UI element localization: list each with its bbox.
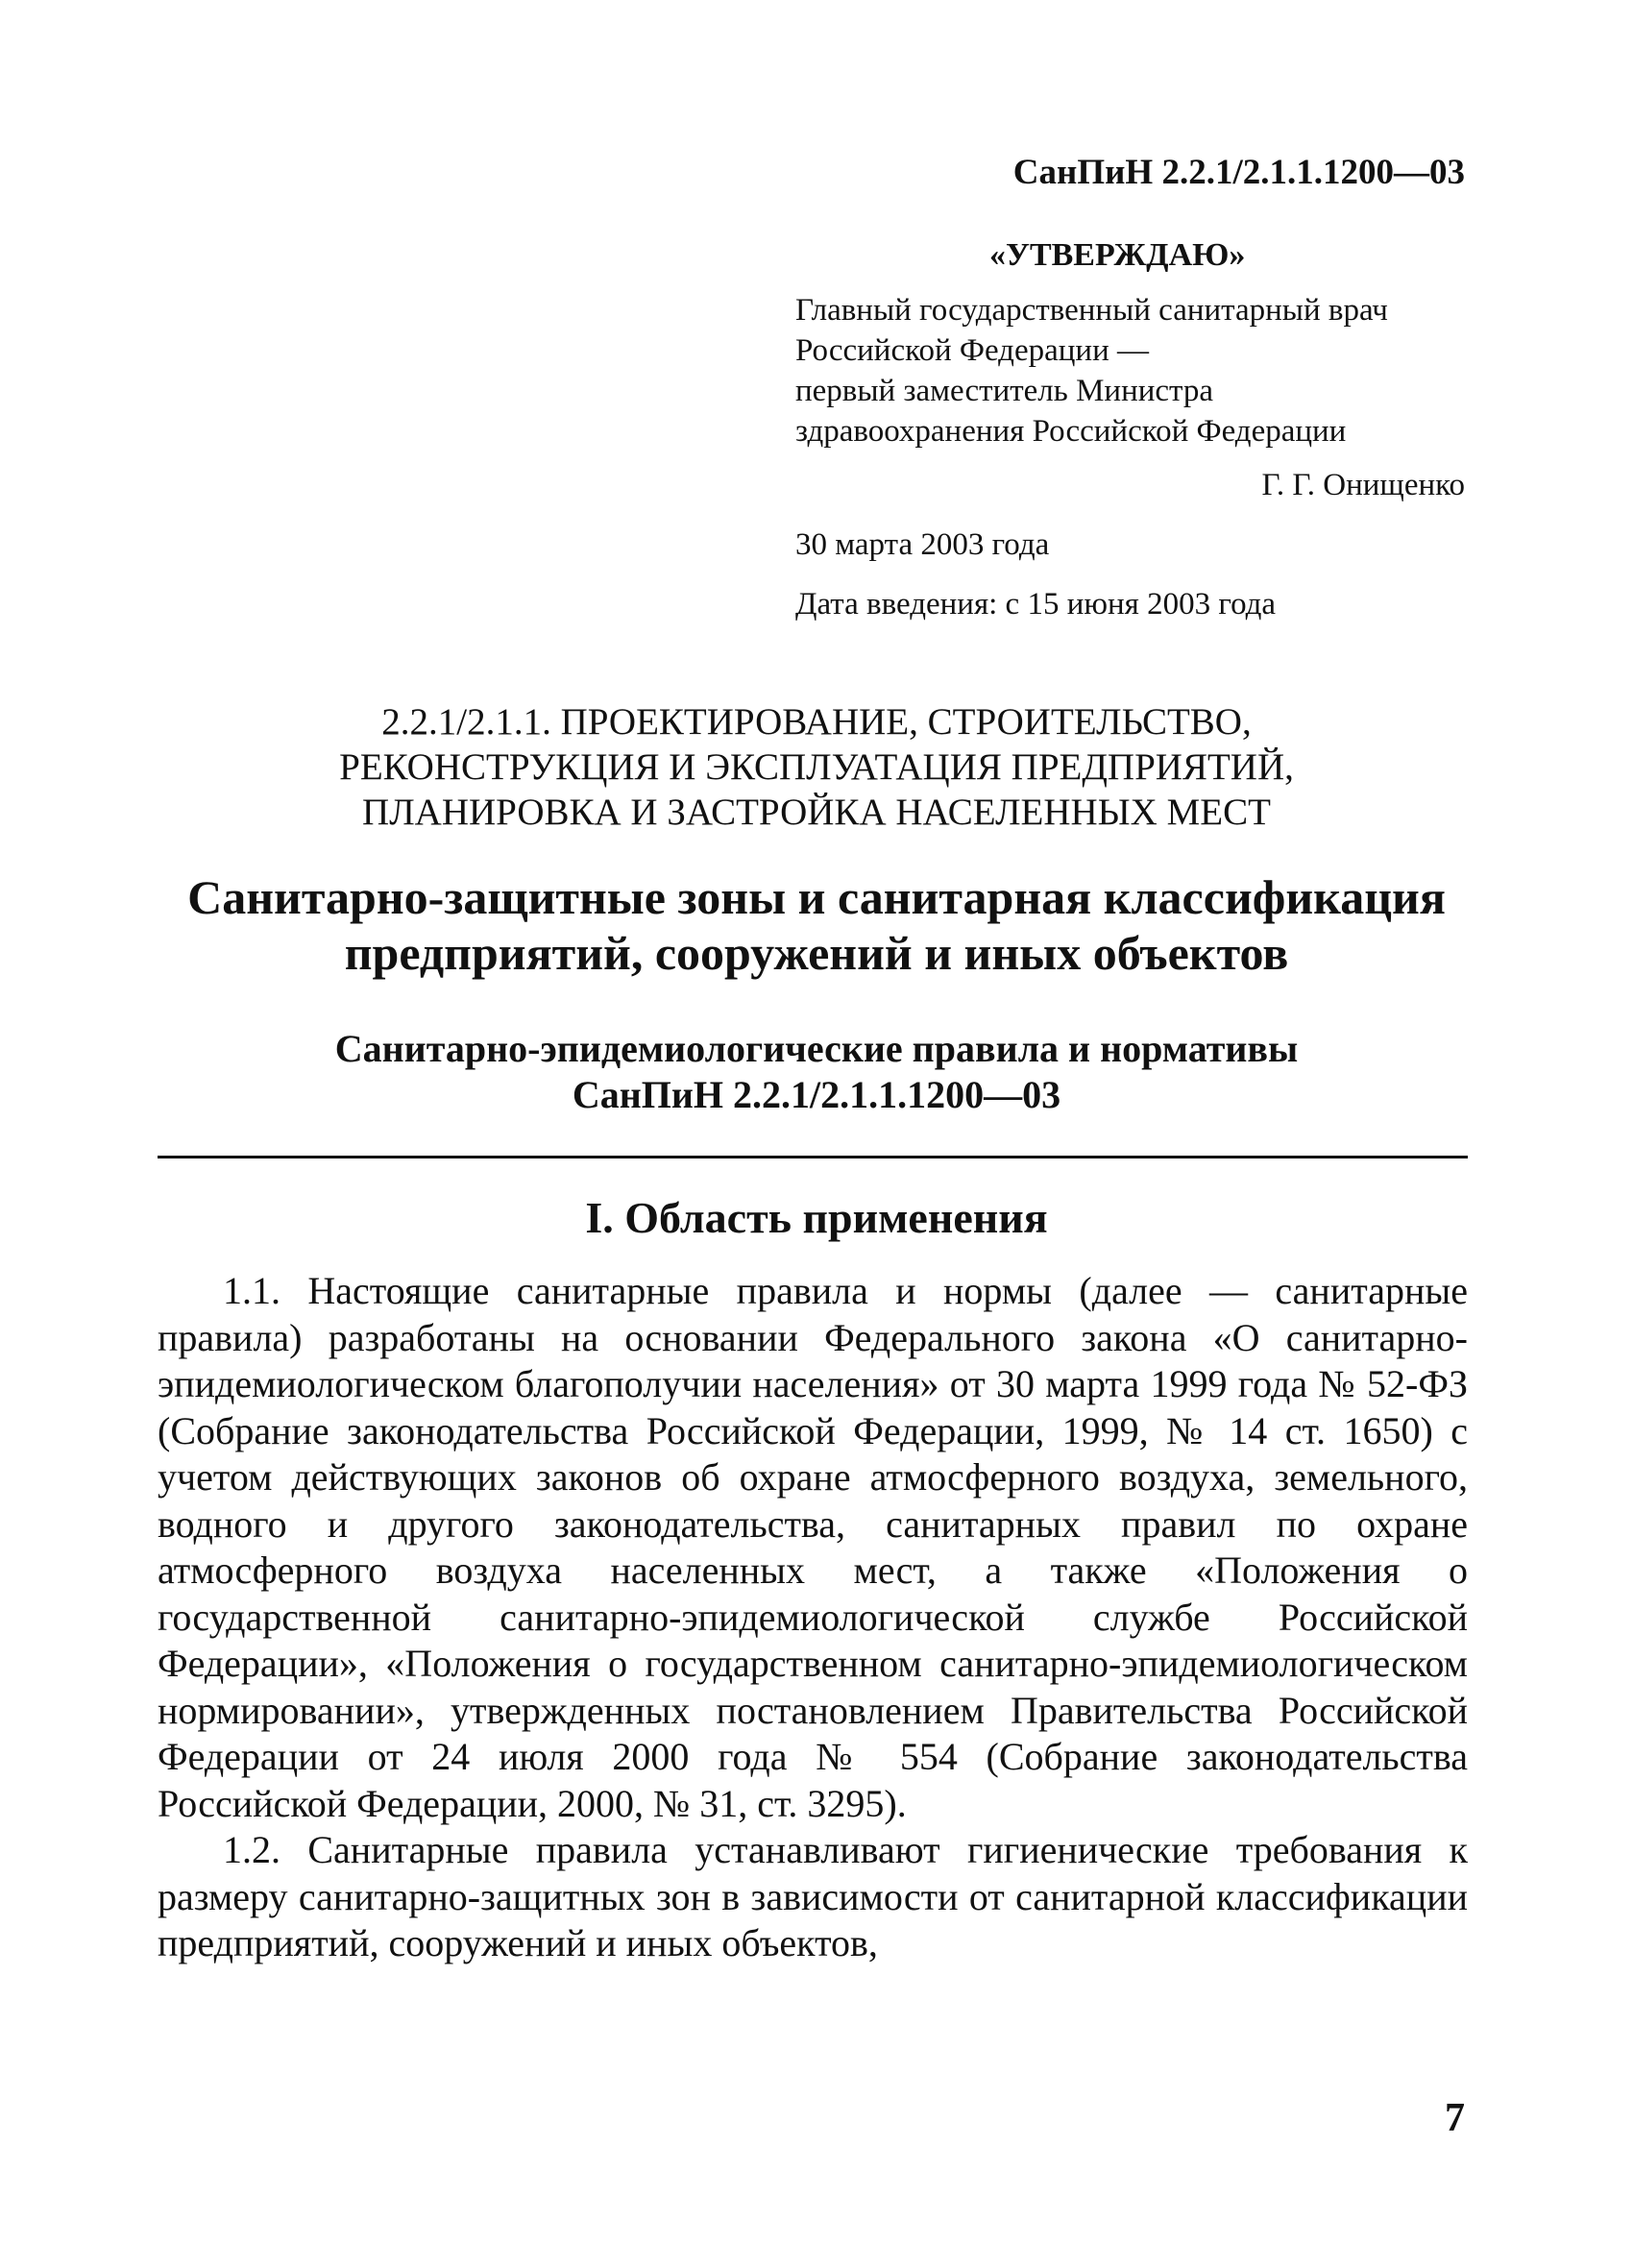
document-title-line: предприятий, сооружений и иных объектов bbox=[344, 926, 1289, 980]
approver-line: здравоохранения Российской Федерации bbox=[795, 414, 1347, 449]
document-subtitle-line: Санитарно-эпидемиологические правила и нормативы bbox=[334, 1027, 1299, 1070]
section-header bbox=[154, 699, 1479, 835]
document-code: СанПиН 2.2.1/2.1.1.1200—03 bbox=[1012, 153, 1465, 192]
horizontal-rule bbox=[158, 1156, 1468, 1158]
paragraph: 1.1. Настоящие санитарные правила и нормы (далее — санитарные правила) разработаны на основании Федерального закона «О санитарно-эпидемиологическом благополучии населения» от 30 марта 1999 года № 52-ФЗ (Собрание законодательства Российской Федерации, 1999, № 14 ст. 1650) с учетом действующих законов об охране атмосферного воздуха, земельного, водного и другого законодательства, санитарных правил по охране атмосферного воздуха населенных мест, а также «Положения о государственной санитарно-эпидемиологической службе Российской Федерации», «Положения о государственном санитарно-эпидемиологическом нормировании», утвержденных постановлением Правительства Российской Федерации от 24 июля 2000 года № 554 (Собрание законодательства Российской Федерации, 2000, № 31, ст. 3295). bbox=[158, 1269, 1468, 1825]
paragraph: 1.2. Санитарные правила устанавливают гигиенические требования к размеру санитарно-защитных зон в зависимости от санитарной классификации предприятий, сооружений и иных объектов, bbox=[158, 1828, 1468, 1964]
approver-block bbox=[795, 290, 1388, 451]
approver-line: Главный государственный санитарный врач bbox=[795, 293, 1388, 328]
chapter-heading: I. Область применения bbox=[585, 1193, 1048, 1242]
body-text bbox=[158, 1268, 1468, 1967]
document-title-line: Санитарно-защитные зоны и санитарная классификация bbox=[187, 870, 1446, 924]
document-subtitle bbox=[154, 1026, 1479, 1118]
section-header-line: 2.2.1/2.1.1. ПРОЕКТИРОВАНИЕ, СТРОИТЕЛЬСТВО, bbox=[381, 701, 1252, 743]
approver-line: первый заместитель Министра bbox=[795, 374, 1214, 408]
approval-date: 30 марта 2003 года bbox=[795, 527, 1050, 562]
introduction-date: Дата введения: с 15 июня 2003 года bbox=[795, 587, 1277, 622]
page-number: 7 bbox=[1445, 2096, 1465, 2140]
signer-name: Г. Г. Онищенко bbox=[1261, 468, 1465, 502]
document-subtitle-line: СанПиН 2.2.1/2.1.1.1200—03 bbox=[572, 1073, 1061, 1116]
section-header-line: РЕКОНСТРУКЦИЯ И ЭКСПЛУАТАЦИЯ ПРЕДПРИЯТИЙ, bbox=[339, 746, 1294, 788]
document-title bbox=[134, 869, 1499, 981]
approver-line: Российской Федерации — bbox=[795, 333, 1149, 368]
approval-stamp-title: «УТВЕРЖДАЮ» bbox=[989, 237, 1246, 273]
section-header-line: ПЛАНИРОВКА И ЗАСТРОЙКА НАСЕЛЕННЫХ МЕСТ bbox=[362, 792, 1271, 833]
